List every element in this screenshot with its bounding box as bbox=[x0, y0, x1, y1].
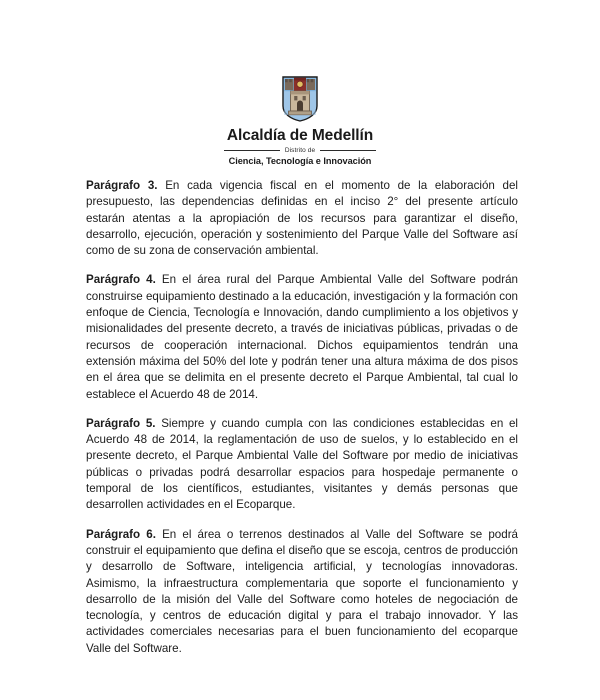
paragraph-4-label: Parágrafo 4. bbox=[86, 273, 156, 287]
paragraph-6-label: Parágrafo 6. bbox=[86, 527, 156, 541]
paragraph-5-label: Parágrafo 5. bbox=[86, 416, 156, 430]
paragraph-3-text: En cada vigencia fiscal en el momento de la elaboración del presupuesto, las dependencias definidas en el inciso 2° del presente artículo estarán atentas a la apropiación de los recursos para garantizar el diseño, desarrollo, ejecución, operación y sostenimiento del Parque Valle del Software así como de su zona de conservación ambiental. bbox=[86, 179, 519, 258]
paragraph-4 bbox=[86, 272, 518, 402]
divider-line-right bbox=[320, 150, 376, 151]
letterhead bbox=[0, 0, 600, 166]
paragraph-5 bbox=[86, 416, 518, 514]
letterhead-divider bbox=[224, 147, 376, 154]
paragraph-6 bbox=[86, 527, 518, 657]
paragraph-5-text: Siempre y cuando cumpla con las condiciones establecidas en el Acuerdo 48 de 2014, la reglamentación de uso de suelos, y lo establecido en el presente decreto, el Parque Ambiental Valle del Software por medio de iniciativas públicas o privadas podrá desarrollar espacios para hospedaje permanente o temporal de los científicos, estudiantes, visitantes y demás personas que desarrollen actividades en el Ecoparque. bbox=[86, 416, 519, 512]
district-label: Distrito de bbox=[284, 146, 316, 154]
medellin-coat-of-arms-icon bbox=[281, 76, 319, 122]
divider-line-left bbox=[224, 150, 280, 151]
organization-name: Alcaldía de Medellín bbox=[226, 127, 374, 144]
organization-subtitle: Ciencia, Tecnología e Innovación bbox=[228, 155, 372, 166]
paragraph-4-text: En el área rural del Parque Ambiental Valle del Software podrán construirse equipamiento destinado a la educación, investigación y la formación con enfoque de Ciencia, Tecnología e Innovación, dando cumplimiento a los objetivos y misionalidades del presente decreto, a través de iniciativas públicas, privadas o de recursos de cooperación internacional. Dichos equipamientos tendrán una extensión máxima del 50% del lote y podrán tener una altura máxima de dos pisos en el área que se delimita en el presente decreto el Parque Ambiental, tal cual lo establece el Acuerdo 48 de 2014. bbox=[86, 273, 518, 401]
document-body bbox=[86, 178, 518, 657]
paragraph-3-label: Parágrafo 3. bbox=[86, 179, 158, 192]
paragraph-6-text: En el área o terrenos destinados al Valle del Software se podrá construir el equipamiento que defina el diseño que se escoja, centros de producción y desarrollo de Software, inteligencia artificial, y tecnologías innovadoras. Asimismo, la infraestructura complementaria que soporte el funcionamiento y desarrollo de la misión del Valle del Software como hoteles de negociación de tecnología, y centros de educación digital y para el trabajo innovador. Y las actividades comerciales necesarias para el buen funcionamiento del ecoparque Valle del Software. bbox=[86, 527, 519, 655]
paragraph-3 bbox=[86, 178, 518, 259]
